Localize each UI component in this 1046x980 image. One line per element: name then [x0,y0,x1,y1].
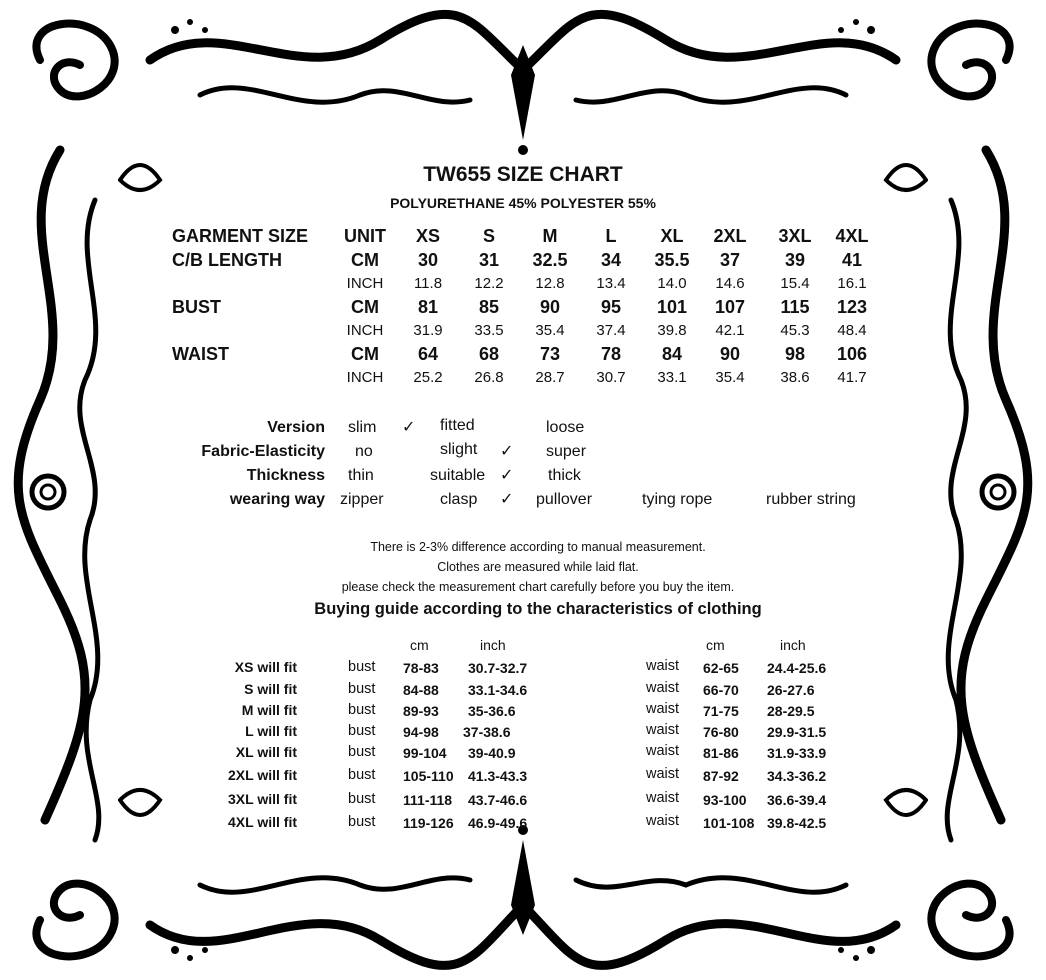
attr-option: slight [440,441,478,458]
attr-option: tying rope [642,491,713,508]
waist-cm-header: cm [706,637,725,653]
attr-option: suitable [430,467,486,484]
buying-guide-title: Buying guide according to the characteristics of clothing [314,600,762,618]
bust-cm-range: 78-83 [403,660,439,676]
bust-cm-range: 99-104 [403,745,447,761]
garment-size-header: GARMENT SIZE [172,226,309,246]
cell-cm: 39 [784,250,806,270]
fit-label: 4XL will fit [228,814,297,830]
cell-cm: 81 [417,297,439,317]
fit-label: L will fit [245,723,297,739]
cell-inch: 26.8 [474,369,504,386]
waist-cm-range: 87-92 [703,768,739,784]
cell-inch: 12.2 [474,275,504,292]
waist-label: waist [646,722,680,738]
waist-cm-range: 66-70 [703,682,739,698]
fit-label: S will fit [244,681,297,697]
cell-cm: 37 [719,250,741,270]
fit-label: XS will fit [234,659,297,675]
waist-label: waist [646,813,680,829]
size-header-2xl: 2XL [713,226,747,246]
cell-inch: 14.0 [657,275,687,292]
attr-label-version: Version [267,419,325,436]
bust-label: bust [348,791,376,807]
cell-inch: 14.6 [715,275,745,292]
waist-inch-range: 31.9-33.9 [767,745,827,761]
attr-option: loose [546,419,585,436]
waist-cm-range: 101-108 [703,815,755,831]
unit-inch: INCH [346,275,384,292]
attr-label-thickness: Thickness [246,467,325,484]
chart-title: TW655 SIZE CHART [423,163,623,186]
fit-label: M will fit [241,702,297,718]
cell-inch: 41.7 [837,369,867,386]
attr-option: slim [348,419,377,436]
cell-inch: 48.4 [837,322,867,339]
bust-label: bust [348,767,376,783]
cell-cm: 30 [417,250,439,270]
bust-inch-range: 41.3-43.3 [468,768,528,784]
cell-inch: 30.7 [596,369,626,386]
cell-inch: 15.4 [780,275,810,292]
waist-inch-header: inch [780,637,806,653]
check-mark-icon: ✓ [500,467,514,484]
size-header-m: M [542,226,558,246]
waist-label: waist [646,658,680,674]
bust-inch-range: 43.7-46.6 [468,792,528,808]
check-mark-icon: ✓ [500,443,514,460]
waist-inch-range: 39.8-42.5 [767,815,827,831]
cell-cm: 123 [836,297,868,317]
bust-inch-range: 35-36.6 [468,703,516,719]
waist-cm-range: 76-80 [703,724,739,740]
bust-inch-header: inch [480,637,506,653]
cell-inch: 25.2 [413,369,443,386]
cell-cm: 107 [714,297,746,317]
cell-cm: 78 [600,344,622,364]
attr-option: zipper [340,491,384,508]
unit-inch: INCH [346,322,384,339]
bust-cm-range: 84-88 [403,682,439,698]
cell-inch: 11.8 [413,275,443,292]
waist-label: waist [646,766,680,782]
unit-header: UNIT [344,226,386,246]
bust-label: bust [348,702,376,718]
cell-cm: 35.5 [654,250,690,270]
waist-label: waist [646,680,680,696]
row-label-cb-length: C/B LENGTH [172,250,282,270]
cell-inch: 35.4 [715,369,745,386]
waist-inch-range: 28-29.5 [767,703,815,719]
size-header-xl: XL [660,226,684,246]
bust-label: bust [348,744,376,760]
unit-cm: CM [351,344,379,364]
cell-cm: 115 [780,297,810,317]
bust-cm-range: 111-118 [403,792,453,808]
fit-label: 3XL will fit [228,791,297,807]
unit-inch: INCH [346,369,384,386]
attr-option: thick [548,467,581,484]
bust-label: bust [348,814,376,830]
size-header-xs: XS [415,226,440,246]
waist-inch-range: 36.6-39.4 [767,792,827,808]
cell-cm: 34 [600,250,622,270]
waist-label: waist [646,790,680,806]
waist-inch-range: 29.9-31.5 [767,724,827,740]
material-composition: POLYURETHANE 45% POLYESTER 55% [390,195,656,211]
cell-inch: 31.9 [413,322,443,339]
bust-inch-range: 30.7-32.7 [468,660,528,676]
waist-cm-range: 81-86 [703,745,739,761]
cell-cm: 41 [841,250,863,270]
waist-inch-range: 34.3-36.2 [767,768,827,784]
waist-cm-range: 93-100 [703,792,747,808]
cell-cm: 31 [478,250,500,270]
cell-inch: 33.1 [657,369,687,386]
attr-option: pullover [536,491,593,508]
cell-cm: 68 [478,344,500,364]
cell-inch: 38.6 [780,369,810,386]
row-label-bust: BUST [172,297,221,317]
attr-option: rubber string [766,491,856,508]
unit-cm: CM [351,297,379,317]
waist-inch-range: 26-27.6 [767,682,815,698]
cell-inch: 33.5 [474,322,504,339]
attr-option: super [546,443,587,460]
check-mark-icon: ✓ [402,419,416,436]
bust-inch-range: 46.9-49.6 [468,815,528,831]
cell-inch: 42.1 [715,322,745,339]
bust-label: bust [348,659,376,675]
cell-cm: 98 [784,344,806,364]
bust-label: bust [348,681,376,697]
cell-cm: 90 [539,297,561,317]
bust-inch-range: 33.1-34.6 [468,682,528,698]
cell-inch: 35.4 [535,322,565,339]
attr-option: clasp [440,491,478,508]
waist-cm-range: 62-65 [703,660,739,676]
fit-label: 2XL will fit [228,767,297,783]
cell-inch: 13.4 [596,275,626,292]
waist-label: waist [646,701,680,717]
size-header-4xl: 4XL [835,226,869,246]
bust-cm-range: 89-93 [403,703,439,719]
size-header-s: S [482,226,495,246]
bust-cm-header: cm [410,637,429,653]
unit-cm: CM [351,250,379,270]
size-header-3xl: 3XL [778,226,812,246]
check-mark-icon: ✓ [500,491,514,508]
cell-cm: 84 [661,344,683,364]
cell-cm: 95 [600,297,622,317]
attr-option: no [355,443,373,460]
bust-label: bust [348,723,376,739]
cell-inch: 28.7 [535,369,565,386]
cell-inch: 16.1 [837,275,867,292]
row-label-waist: WAIST [172,344,229,364]
cell-cm: 90 [719,344,741,364]
cell-cm: 106 [836,344,868,364]
note-line: Clothes are measured while laid flat. [437,560,639,574]
cell-inch: 12.8 [535,275,565,292]
bust-inch-range: 39-40.9 [468,745,516,761]
bust-cm-range: 105-110 [403,768,454,784]
bust-cm-range: 94-98 [403,724,439,740]
fit-label: XL will fit [235,744,297,760]
attr-label-wearing-way: wearing way [229,491,325,508]
attr-option: thin [348,467,374,484]
note-line: There is 2-3% difference according to manual measurement. [370,540,706,554]
cell-cm: 73 [539,344,561,364]
cell-inch: 37.4 [596,322,626,339]
note-line: please check the measurement chart carefully before you buy the item. [341,580,735,594]
cell-inch: 39.8 [657,322,687,339]
cell-cm: 85 [478,297,500,317]
attr-option: fitted [440,417,475,434]
cell-cm: 101 [656,297,688,317]
attr-label-fabric-elasticity: Fabric-Elasticity [201,443,325,460]
cell-inch: 45.3 [780,322,810,339]
waist-cm-range: 71-75 [703,703,739,719]
size-header-l: L [605,226,617,246]
bust-cm-range: 119-126 [403,815,454,831]
bust-inch-range: 37-38.6 [463,724,511,740]
waist-label: waist [646,743,680,759]
waist-inch-range: 24.4-25.6 [767,660,827,676]
cell-cm: 64 [417,344,439,364]
cell-cm: 32.5 [532,250,568,270]
